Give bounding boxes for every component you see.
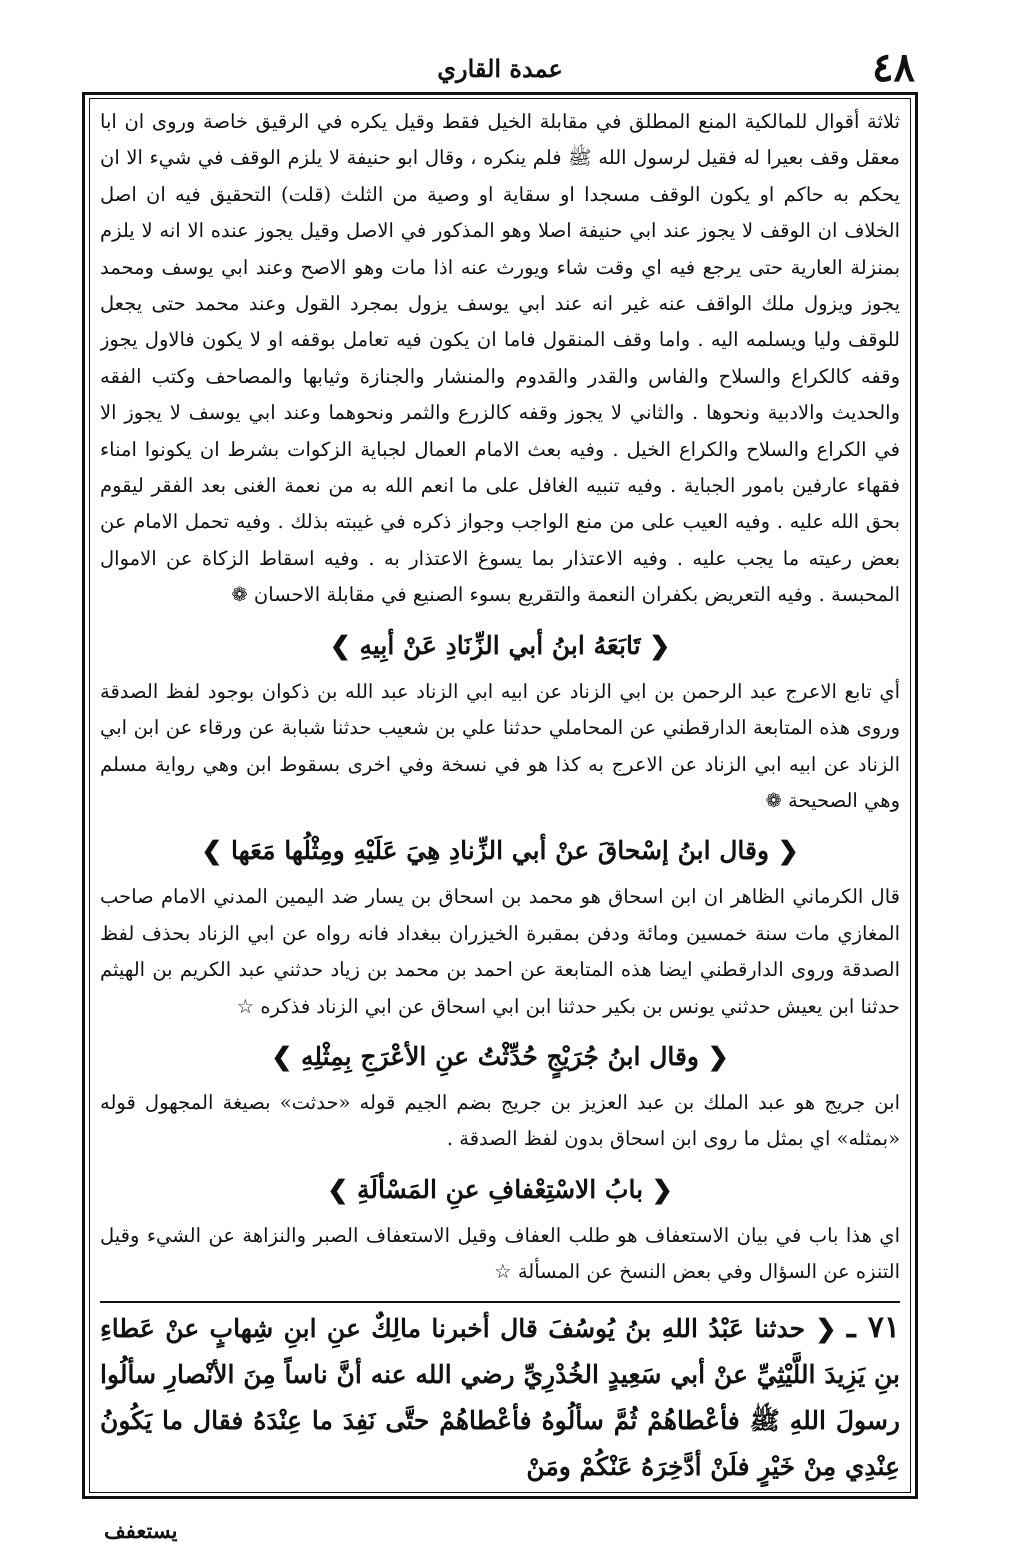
chapter-heading: [100, 1166, 900, 1214]
section-heading: [100, 622, 900, 670]
hadith-number: ٧١ ـ: [846, 1309, 900, 1345]
page-header: [85, 44, 915, 94]
running-title: عمدة القاري: [437, 54, 563, 83]
ornament-open: ❮: [640, 630, 671, 660]
ornament-close: ❯: [271, 1041, 301, 1071]
commentary-body: [100, 104, 900, 1487]
page-number: ٤٨: [872, 44, 915, 91]
ornament-close: ❯: [201, 836, 231, 866]
section-heading: [100, 827, 900, 875]
commentary-paragraph: ثلاثة أقوال للمالكية المنع المطلق في مقابلة الخيل فقط وقيل يكره في الرقيق خاصة وروى ان ابا معقل وقف بعيرا له فقيل لرسول الله ﷺ فلم ينكره ، وقال ابو حنيفة لا يلزم الوقف في شيء الا ان يحكم به حاكم او يكون الوقف مسجدا او سقاية او وصية من الثلث (قلت) التحقيق فيه ان اصل الخلاف ان الوقف لا يجوز عند ابي حنيفة اصلا وهو المذكور في الاصل وقيل يجوز عنده الا انه لا يلزم بمنزلة العارية حتى يرجع فيه اي وقت شاء ويورث عنه اذا مات وهو الاصح وعند ابي يوسف ومحمد يجوز ويزول ملك الواقف عنه غير انه عند ابي يوسف يزول بمجرد القول وعند محمد حتى يجعل للوقف وليا ويسلمه اليه . واما وقف المنقول فاما ان يكون فيه تعامل بوقفه او لا يكون فالاول يجوز وقفه كالكراع والسلاح والفاس والقدر والقدوم والمنشار والجنازة وثيابها والمصاحف وكتب الفقه والحديث والادبية ونحوها . والثاني لا يجوز وقفه كالزرع والثمر ونحوهما وعند ابي يوسف لا يجوز الا في الكراع والسلاح والكراع الخيل . وفيه بعث الامام العمال لجباية الزكوات بشرط ان يكونوا امناء فقهاء عارفين بامور الجباية . وفيه تنبيه الغافل على ما انعم الله به من نعمة الغنى بعد الفقر ليقوم بحق الله عليه . وفيه العيب على من منع الواجب وجواز ذكره في غيبته بذلك . وفيه تحمل الامام عن بعض رعيته ما يجب عليه . وفيه الاعتذار بما يسوغ الاعتذار به . وفيه اسقاط الزكاة عن الاموال المحبسة . وفيه التعريض بكفران النعمة والتقريع بسوء الصنيع في مقابلة الاحسان ❁: [100, 110, 900, 607]
ornament-close: ❯: [327, 1174, 357, 1204]
commentary-paragraph: ابن جريج هو عبد الملك بن عبد العزيز بن جريج بضم الجيم قوله «حدثت» بصيغة المجهول قوله «بمثله» اي بمثل ما روى ابن اسحاق بدون لفظ الصدقة .: [100, 1090, 900, 1151]
commentary-paragraph: قال الكرماني الظاهر ان ابن اسحاق هو محمد بن اسحاق بن يسار ضد اليمين المدني الامام صاحب المغازي مات سنة خمسين ومائة ودفن بمقبرة الخيزران ببغداد فانه رواه عن ابي الزناد بحذف لفظ الصدقة وروى الدارقطني ايضا هذه المتابعة عن احمد بن محمد بن زياد حدثني عبد الكريم بن الهيثم حدثنا ابن يعيش حدثني يونس بن بكير حدثنا ابن ابي اسحاق عن ابي الزناد فذكره ☆: [100, 885, 900, 1018]
heading-text: تَابَعَهُ ابنُ أبي الزِّنَادِ عَنْ أبِيهِ: [359, 630, 641, 660]
catchword: يستعفف: [104, 1518, 178, 1543]
commentary-paragraph: اي هذا باب في بيان الاستعفاف هو طلب العفاف وقيل الاستعفاف الصبر والنزاهة عن الشيء وقيل التنزه عن السؤال وفي بعض النسخ عن المسألة ☆: [100, 1223, 900, 1284]
section-heading: [100, 1033, 900, 1081]
ornament-close: ❯: [329, 630, 360, 660]
hadith-text: [100, 1301, 900, 1487]
ornament-open: ❮: [643, 1174, 673, 1204]
ornament-open: ❮: [769, 836, 799, 866]
hadith-body: حدثنا عَبْدُ اللهِ بنُ يُوسُفَ قال أخبرنا مالِكٌ عنِ ابنِ شِهابٍ عنْ عَطاءِ بنِ يَزِيدَ اللَّيْثِيِّ عنْ أبي سَعِيدٍ الخُدْرِيِّ رضي الله عنه أنَّ ناساً مِنَ الأنْصارِ سألُوا رسولَ اللهِ ﷺ فأعْطاهُمْ ثُمَّ سألُوهُ فأعْطاهُمْ حتَّى نَفِدَ ما عِنْدَهُ فقال ما يَكُونُ عِنْدِي مِنْ خَيْرٍ فلَنْ أدَّخِرَهُ عَنْكُمْ ومَنْ: [100, 1313, 900, 1481]
heading-text: وقال ابنُ إسْحاقَ عنْ أبي الزِّنادِ هِيَ عَلَيْهِ ومِثْلُها مَعَها: [230, 836, 770, 866]
ornament-open: ❮: [699, 1041, 729, 1071]
ornament-open: ❮: [805, 1313, 837, 1343]
heading-text: وقال ابنُ جُرَيْجٍ حُدِّثْتُ عنِ الأعْرَجِ بِمِثْلِهِ: [300, 1041, 700, 1071]
commentary-paragraph: أي تابع الاعرج عبد الرحمن بن ابي الزناد عن ابيه ابي الزناد عبد الله بن ذكوان بوجود لفظ الصدقة وروى هذه المتابعة الدارقطني عن المحاملي حدثنا علي بن شعيب حدثنا شبابة عن ورقاء عن ابن ابي الزناد عن ابيه ابي الزناد عن الاعرج به كذا هو في نسخة وفي اخرى بسقوط ابن وهي رواية مسلم وهي الصحيحة ❁: [100, 679, 900, 812]
heading-text: بابُ الاسْتِعْفافِ عنِ المَسْألَةِ: [356, 1174, 644, 1204]
